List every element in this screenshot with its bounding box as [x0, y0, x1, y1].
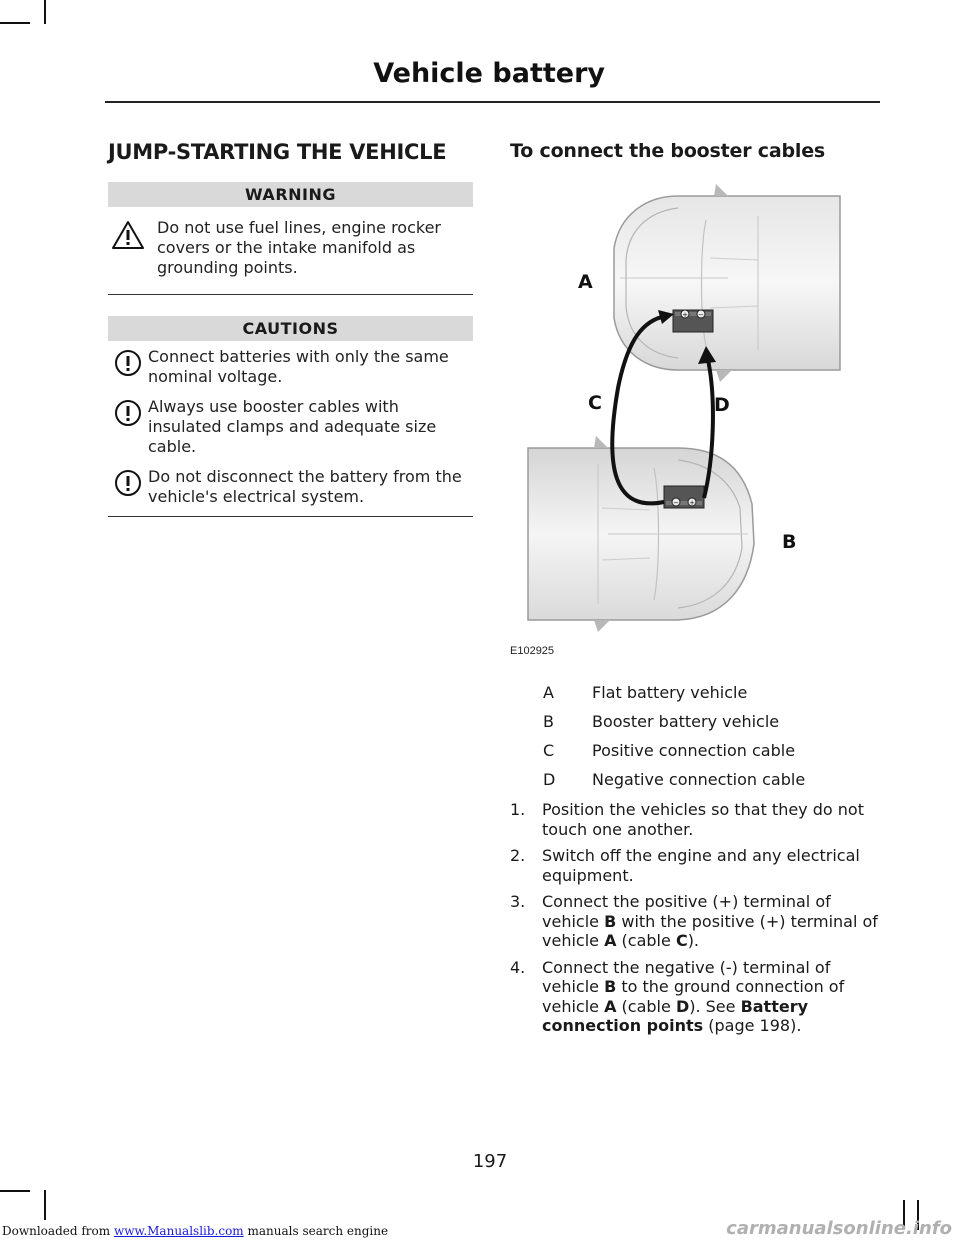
step-number: 1. [510, 800, 526, 819]
svg-text:−: − [698, 311, 704, 319]
svg-text:+: + [689, 499, 695, 507]
legend-row [543, 765, 805, 794]
battery-b-icon [664, 486, 704, 508]
section-heading: JUMP-STARTING THE VEHICLE [108, 140, 447, 164]
download-footer: Downloaded from www.Manualslib.com manuals search engine [2, 1224, 389, 1238]
warning-title: WARNING [108, 182, 473, 207]
step-1 [510, 800, 882, 839]
page-title: Vehicle battery [373, 58, 605, 89]
figure-legend [543, 678, 805, 794]
cross-reference-link[interactable]: Battery connection points [542, 996, 809, 1035]
label-d: D [714, 394, 730, 416]
warning-notice [108, 218, 473, 278]
caution-text: Connect batteries with only the same nominal voltage. [148, 347, 449, 386]
crop-mark [44, 1190, 46, 1220]
legend-text: Negative connection cable [592, 770, 806, 789]
caution-item [108, 397, 473, 457]
caution-exclamation-icon [108, 397, 148, 427]
legend-row [543, 678, 805, 707]
subsection-heading: To connect the booster cables [510, 140, 825, 162]
caution-exclamation-icon [108, 467, 148, 497]
caution-text: Do not disconnect the battery from the vehicle's electrical system. [148, 467, 462, 506]
caution-text: Always use booster cables with insulated clamps and adequate size cable. [148, 397, 437, 456]
page-number: 197 [472, 1151, 508, 1172]
label-b: B [782, 531, 797, 553]
divider [108, 516, 473, 517]
battery-a-icon [673, 310, 713, 332]
step-2 [510, 846, 882, 885]
header-divider [105, 101, 880, 103]
caution-exclamation-icon [108, 347, 148, 377]
legend-row [543, 707, 805, 736]
legend-text: Booster battery vehicle [592, 712, 780, 731]
step-text: Connect the positive (+) terminal of vehicle B with the positive (+) terminal of vehicle A (cable C). [542, 892, 878, 950]
crop-mark [44, 0, 46, 24]
caution-item [108, 347, 473, 387]
watermark: carmanualsonline.info [726, 1218, 952, 1239]
crop-mark [0, 22, 30, 24]
legend-key: A [543, 683, 554, 702]
step-number: 4. [510, 957, 526, 977]
step-text: Switch off the engine and any electrical equipment. [542, 846, 860, 885]
legend-key: C [543, 741, 555, 760]
figure-code: E102925 [510, 645, 555, 657]
svg-text:+: + [682, 311, 688, 319]
legend-key: D [543, 770, 556, 789]
warning-text: Do not use fuel lines, engine rocker covers or the intake manifold as grounding points. [157, 218, 442, 277]
legend-key: B [543, 712, 554, 731]
step-text: Connect the negative (-) terminal of vehicle B to the ground connection of vehicle A (cable D). See Battery connection points (page 198). [542, 957, 845, 1035]
cautions-title: CAUTIONS [108, 316, 473, 341]
right-column [510, 140, 880, 162]
step-number: 3. [510, 892, 526, 911]
left-column [108, 140, 473, 517]
label-c: C [588, 392, 602, 414]
step-3 [510, 892, 882, 951]
car-a [614, 184, 840, 382]
step-4 [510, 958, 882, 1036]
caution-item [108, 467, 473, 507]
legend-row [543, 736, 805, 765]
step-number: 2. [510, 846, 526, 865]
label-a: A [578, 271, 593, 293]
legend-text: Flat battery vehicle [592, 683, 748, 702]
warning-triangle-icon [108, 218, 148, 250]
svg-text:−: − [673, 499, 679, 507]
divider [108, 294, 473, 295]
step-text: Position the vehicles so that they do not touch one another. [542, 800, 864, 839]
manualslib-link[interactable]: www.Manualslib.com [113, 1224, 244, 1238]
car-b [528, 436, 754, 632]
instruction-steps [510, 800, 882, 1043]
crop-mark [0, 1190, 30, 1192]
legend-text: Positive connection cable [592, 741, 796, 760]
jump-start-diagram [510, 168, 840, 658]
